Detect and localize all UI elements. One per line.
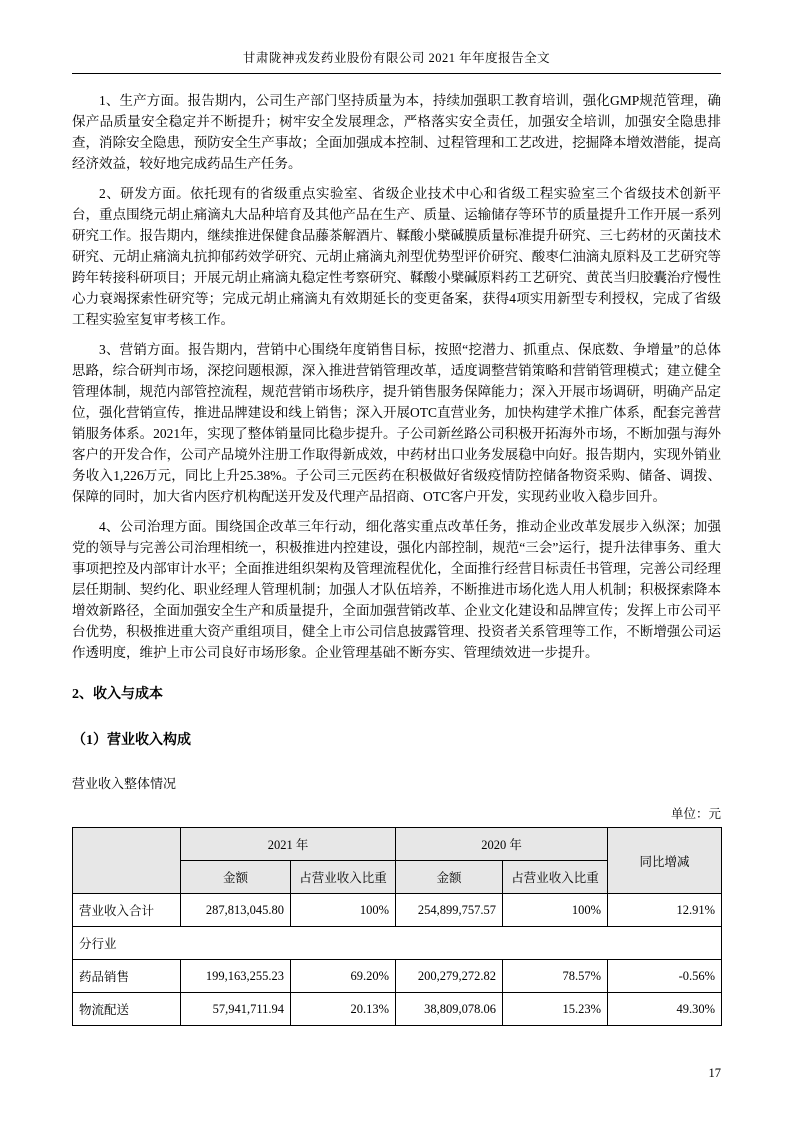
table-header-group-row (73, 828, 722, 861)
cell-ratio-2021: 20.13% (291, 993, 396, 1026)
table-corner-cell (73, 828, 181, 894)
column-group-2020: 2020 年 (396, 828, 608, 861)
table-caption: 营业收入整体情况 (72, 776, 177, 791)
paragraph-governance: 4、公司治理方面。围绕国企改革三年行动，细化落实重点改革任务，推动企业改革发展步入纵深；加强党的领导与完善公司治理相统一，积极推进内控建设，强化内部控制，规范“三会”运行，提升法律事务、重大事项把控及内部审计水平；全面推进组织架构及管理流程优化，全面推行经营目标责任书管理，完善公司经理层任期制、契约化、职业经理人管理机制；加强人才队伍培养，不断推进市场化选人用人机制；积极探索降本增效新路径，全面加强安全生产和质量提升，全面加强营销改革、企业文化建设和品牌宣传；发挥上市公司平台优势，积极推进重大资产重组项目，健全上市公司信息披露管理、投资者关系管理等工作，不断增强公司运作透明度，维护上市公司良好市场形象。企业管理基础不断夯实、管理绩效进一步提升。 (72, 519, 721, 660)
cell-yoy-change: 12.91% (608, 894, 722, 927)
row-label: 分行业 (73, 927, 722, 960)
cell-amount-2020: 38,809,078.06 (396, 993, 503, 1026)
cell-ratio-2020: 78.57% (503, 960, 608, 993)
table-row-logistics (73, 993, 722, 1026)
cell-amount-2021: 199,163,255.23 (181, 960, 291, 993)
cell-yoy-change: -0.56% (608, 960, 722, 993)
column-revenue-ratio-2020: 占营业收入比重 (503, 861, 608, 894)
cell-ratio-2021: 69.20% (291, 960, 396, 993)
paragraph-production: 1、生产方面。报告期内，公司生产部门坚持质量为本，持续加强职工教育培训，强化GMP规范管理，确保产品质量安全稳定并不断提升；树牢安全发展理念，严格落实安全责任，加强安全培训，加强安全隐患排查，消除安全隐患，预防安全生产事故；全面加强成本控制、过程管理和工艺改进，挖掘降本增效潜能，提高经济效益，较好地完成药品生产任务。 (72, 93, 721, 171)
cell-ratio-2021: 100% (291, 894, 396, 927)
cell-ratio-2020: 15.23% (503, 993, 608, 1026)
cell-amount-2020: 200,279,272.82 (396, 960, 503, 993)
cell-ratio-2020: 100% (503, 894, 608, 927)
cell-yoy-change: 49.30% (608, 993, 722, 1026)
cell-amount-2020: 254,899,757.57 (396, 894, 503, 927)
subsection-heading-revenue-composition: （1）营业收入构成 (72, 733, 191, 748)
unit-label: 单位：元 (670, 807, 721, 821)
row-label: 药品销售 (73, 960, 181, 993)
paragraph-marketing: 3、营销方面。报告期内，营销中心围绕年度销售目标，按照“挖潜力、抓重点、保底数、争增量”的总体思路，综合研判市场，深挖问题根源，深入推进营销管理改革，适度调整营销策略和营销管理模式；建立健全管理体制，规范内部管控流程，规范营销市场秩序，提升销售服务保障能力；深入开展市场调研，明确产品定位，强化营销宣传，推进品牌建设和线上销售；深入开展OTC直营业务，加快构建学术推广体系，配套完善营销服务体系。2021年，实现了整体销量同比稳步提升。子公司新丝路公司积极开拓海外市场，不断加强与海外客户的开发合作，公司产品境外注册工作取得新成效，中药材出口业务发展稳中向好。报告期内，实现外销业务收入1,226万元，同比上升25.38%。子公司三元医药在积极做好省级疫情防控储备物资采购、储备、调拨、保障的同时，加大省内医疗机构配送开发及代理产品招商、OTC客户开发，实现药业收入稳步回升。 (72, 342, 721, 504)
document-header-title: 甘肃陇神戎发药业股份有限公司 2021 年年度报告全文 (72, 48, 721, 74)
column-amount-2020: 金额 (396, 861, 503, 894)
cell-amount-2021: 57,941,711.94 (181, 993, 291, 1026)
section-heading-income-cost: 2、收入与成本 (72, 687, 163, 702)
page-number: 17 (708, 1066, 721, 1080)
column-revenue-ratio-2021: 占营业收入比重 (291, 861, 396, 894)
cell-amount-2021: 287,813,045.80 (181, 894, 291, 927)
table-row-industry-section (73, 927, 722, 960)
row-label: 营业收入合计 (73, 894, 181, 927)
row-label: 物流配送 (73, 993, 181, 1026)
table-row-drug-sales (73, 960, 722, 993)
paragraph-research: 2、研发方面。依托现有的省级重点实验室、省级企业技术中心和省级工程实验室三个省级技术创新平台，重点围绕元胡止痛滴丸大品种培育及其他产品在生产、质量、运输储存等环节的质量提升工作开展一系列研究工作。报告期内，继续推进保健食品藤茶解酒片、鞣酸小檗碱膜质量标准提升研究、三七药材的灭菌技术研究、元胡止痛滴丸抗抑郁药效学研究、元胡止痛滴丸剂型优势型评价研究、酸枣仁油滴丸原料及工艺研究等跨年转接科研项目；开展元胡止痛滴丸稳定性考察研究、鞣酸小檗碱原料药工艺研究、黄芪当归胶囊治疗慢性心力衰竭探索性研究等；完成元胡止痛滴丸有效期延长的变更备案，获得4项实用新型专利授权，完成了省级工程实验室复审考核工作。 (72, 186, 721, 327)
column-amount-2021: 金额 (181, 861, 291, 894)
column-group-2021: 2021 年 (181, 828, 396, 861)
revenue-table (72, 827, 722, 1026)
table-row-total-revenue (73, 894, 722, 927)
column-yoy-change: 同比增减 (608, 828, 722, 894)
